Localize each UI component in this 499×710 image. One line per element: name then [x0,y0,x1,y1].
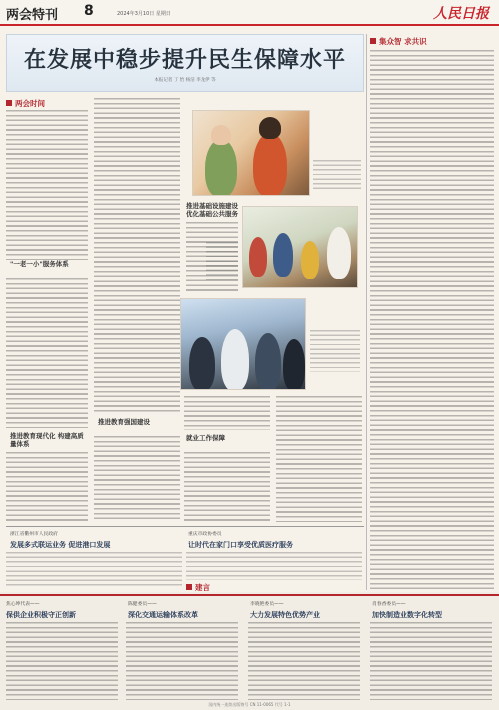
figure-shape [211,125,231,145]
subhead-1: "一老一小"服务体系 [10,260,69,268]
delegate-title: 深化交通运输体系改革 [128,611,198,619]
byline: 本报记者 丁 怡 杨洁 李龙伊 等 [154,78,216,83]
page-number: 8 [84,3,94,19]
subhead-5: 推进基础设施建设 优化基础公共服务 [186,202,238,218]
delegate-title: 加快制造业数字化转型 [372,611,442,619]
delegate-kicker: 李晓艳委员—— [250,602,284,607]
figure-shape [327,227,351,279]
section-tag-bottom: 建言 [186,582,210,592]
figure-shape [205,139,237,196]
issue-date: 2024年3月10日 星期日 [117,11,171,17]
delegate-title: 大力发展特色优势产业 [250,611,320,619]
figure-shape [273,233,293,277]
figure-shape [259,117,281,139]
divider [0,594,499,596]
delegate-kicker: 肖春香委员—— [372,602,406,607]
masthead [0,0,499,26]
delegate-kicker: 陈健委员—— [128,602,157,607]
figure-shape [221,329,249,390]
figure-shape [253,133,287,196]
text-column [6,552,182,588]
square-icon [6,100,12,106]
text-column [184,452,270,522]
text-column [184,396,270,430]
figure-shape [249,237,267,277]
figure-shape [189,337,215,390]
figure-shape [301,241,319,279]
footer: 国内统一连续出版物号 CN 11-0065 代号 1-1 [208,702,291,707]
caption-text [310,330,360,372]
text-column [186,552,362,580]
divider [6,526,364,527]
headline-box [6,34,364,92]
section-tag-left: 两会时间 [6,98,45,108]
square-icon [370,38,376,44]
ad-title: 让时代在家门口享受优质医疗服务 [188,541,293,549]
ad-kicker: 重庆市政协委员 [188,532,222,537]
photo-job-fair [180,298,306,390]
subhead-3: 推进教育现代化 构建高质量体系 [10,432,84,448]
text-column [126,622,238,700]
figure-shape [255,333,281,390]
bottom-strip [0,592,499,710]
figure-shape [283,339,305,390]
text-column [370,50,494,590]
text-column [94,98,180,414]
section-title: 两会特刊 [6,8,59,23]
text-column [6,622,118,700]
text-column [94,436,180,522]
photo-elderly-care [192,110,310,196]
photo-caption [313,160,361,192]
delegate-title: 保供企业积极守正创新 [6,611,76,619]
text-column [6,452,88,522]
main-headline: 在发展中稳步提升民生保障水平 [23,48,346,73]
text-column [248,622,360,700]
text-column [276,396,362,522]
ad-kicker: 浙江省衢州市人民政府 [10,532,58,537]
newspaper-logo: 人民日报 [433,6,489,22]
text-column [6,110,88,260]
subhead-4: 推进教育强国建设 [98,418,150,426]
caption-text [313,160,361,192]
square-icon [186,584,192,590]
section-tag-right: 集众智 求共识 [370,36,427,46]
photo-caption [206,242,238,282]
text-column [370,622,492,700]
photo-classroom [242,206,358,288]
column-divider [366,34,367,590]
caption-text [206,242,238,282]
delegate-kicker: 焦心坤代表—— [6,602,40,607]
photo-caption [310,330,360,372]
ad-title: 发展多式联运业务 促进港口发展 [10,541,111,549]
text-column [6,278,88,428]
subhead-6: 就业工作保障 [186,434,225,442]
